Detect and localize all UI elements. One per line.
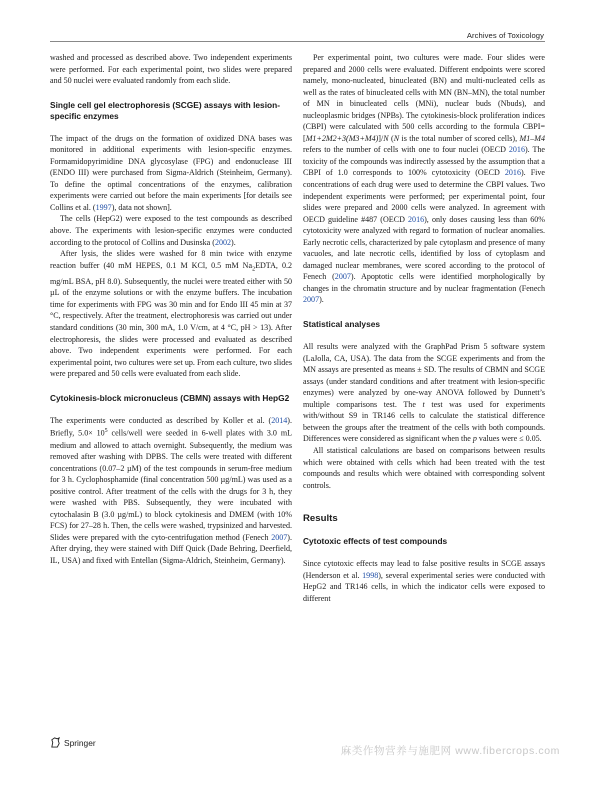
right-column — [303, 52, 545, 604]
section-heading-statistics: Statistical analyses — [303, 319, 380, 330]
paragraph: The cells (HepG2) were exposed to the test compounds as described above. The experiments with lesion-specific enzymes were conducted according to the protocol of Collins and Dusinska (2002). — [50, 214, 292, 247]
citation-link[interactable]: 1997 — [95, 202, 112, 212]
citation-link[interactable]: 2016 — [408, 214, 425, 224]
watermark: 麻类作物营养与施肥网 www.fibercrops.com — [340, 745, 560, 757]
section-heading-cbmn: Cytokinesis-block micronucleus (CBMN) assays with HepG2 — [50, 392, 290, 403]
paragraph: After lysis, the slides were washed for 8 min twice with enzyme reaction buffer (40 mM HEPES, 0.1 M KCl, 0.5 mM $Na_2EDTA$, 0.2 mg/mL BSA, pH 8.0). Subsequently, the nuclei were treated either with 50 µL of the enzyme solutions or with the enzyme buffers. The incubation time for experiments with FPG was 30 min and for Endo III 45 min at 37 °C, respectively. After the treatment, electrophoresis was carried out under standard conditions (30 min, 300 mA, 1.0 V/cm, at 4 °C, pH > 13). After electrophoresis, the slides were processed and evaluated as described above. Two independent experiments were performed. For each experimental point, two cultures were set up. From each culture, two slides were prepared and 50 cells were evaluated from each slide. — [50, 249, 292, 379]
citation-link[interactable]: 2016 — [508, 145, 525, 155]
paragraph: All results were analyzed with the GraphPad Prism 5 software system (LaJolla, CA, USA). The data from the SCGE experiments and from the MN assays are presented as means ± SD. The results of CBMN and SCGE assays (under standard conditions and after treatment with lesion-specific enzymes) were analyzed by one-way ANOVA followed by Dunnett’s multiple comparisons test. The t test was used for experiments with/without S9 in TR146 cells to calculate the statistical difference between the groups after the treatment of the cells with both compounds. Differences were considered as significant when the p values were ≤ 0.05. — [303, 342, 545, 444]
citation-link[interactable]: 2002 — [214, 237, 232, 247]
citation-link[interactable]: 2014 — [271, 415, 288, 425]
paragraph: The impact of the drugs on the formation of oxidized DNA bases was monitored in additional experiments with lesion-specific enzymes. Formamidopyrimidine DNA glycosylase (FPG) and endonuclease III (ENDO III) were purchased from Sigma-Aldrich (Steinheim, Germany). To define the optimal concentrations of the enzymes, calibration experiments were carried out before the main experiments [for details see Collins et al. (1997), data not shown]. — [50, 133, 292, 212]
section-heading-results: Results — [303, 513, 338, 525]
header-rule — [50, 41, 545, 42]
section-heading-scge: Single cell gel electrophoresis (SCGE) assays with lesion-specific enzymes — [50, 99, 280, 121]
springer-horse-icon — [50, 737, 61, 748]
citation-link[interactable]: 1998 — [362, 570, 379, 580]
paragraph: Per experimental point, two cultures were made. Four slides were prepared and 2000 cells were evaluated. Different endpoints were scored namely, mono-nucleated, binucleated (BN) and multi-nucleated cells as well as the rates of binucleated cells with MN (BN–MN), the total number of MN in binucleated cells (MNi), nuclear buds (Nbuds), and nucleoplasmic bridges (NPBs). The cytokinesis-block proliferation indices (CBPI) were calculated with 500 cells according to the formula CBPI= [M1+2M2+3(M3+M4)]/N (N is the total number of scored cells), M1–M4 refers to the number of cells with one to four nuclei (OECD 2016). The toxicity of the compounds was indirectly assessed by the assumption that a CBPI of 1.0 corresponds to 100% cytotoxicity (OECD 2016). Five concentrations of each drug were used to determine the CBPI values. Two independent experiments were performed; per experimental point, four slides were prepared and 2000 cells were analyzed. In agreement with OECD guideline #487 (OECD 2016), only doses causing less than 60% cytotoxicity were analyzed with regard to formation of nuclear anomalies. Early necrotic cells, characterized by pale cytoplasm and presence of many vacuoles, and late necrotic cells, identified by loss of cytoplasm and damaged nuclear membranes, were scored according to the protocol of Fenech (2007). Apoptotic cells were identified morphologically by changes in the chromatin structure and by nuclear fragmentation (Fenech 2007). — [303, 53, 546, 305]
citation-link[interactable]: 2007 — [271, 532, 288, 542]
paragraph: washed and processed as described above. Two independent experiments were performed. For each experimental point, two slides were prepared and 50 nuclei were evaluated randomly from each slide. — [50, 53, 292, 86]
publisher-name: Springer — [64, 737, 96, 748]
paragraph: Since cytotoxic effects may lead to false positive results in SCGE assays (Henderson et al. 1998), several experimental series were conducted with HepG2 and TR146 cells, in which the indicator cells were exposed to different — [303, 559, 545, 603]
publisher-footer — [50, 737, 96, 748]
citation-link[interactable]: 2007 — [334, 272, 351, 282]
paragraph: The experiments were conducted as described by Koller et al. (2014). Briefly, $5.0\times 10^5$ cells/well were seeded in 6-well plates with 3.0 mL medium and allowed to attach overnight. Subsequently, the medium was removed after washing with DPBS. The cells were treated with different concentrations (0.07–2 µM) of the test compounds in serum-free medium for 3 h. Cyclophosphamide (final concentration 500 µg/mL) was used as a positive control. After treatment of the cells with the drugs for 3 h, they were washed with PBS. Subsequently, they were incubated with cytochalasin B (3.0 µg/mL) to block cytokinesis and DMEM (with 10% FCS) for 27–28 h. Then, the cells were washed, trypsinized and harvested. Slides were prepared with the cyto-centrifugation method (Fenech 2007). After drying, they were stained with Diff Quick (Dade Behring, Deerfield, IL, USA) and fixed with Entellan (Sigma-Aldrich, Steinheim, Germany). — [50, 415, 292, 565]
citation-link[interactable]: 2007 — [303, 295, 320, 305]
citation-link[interactable]: 2016 — [504, 168, 521, 178]
journal-name: Archives of Toxicology — [466, 31, 544, 40]
subsection-heading-cytotoxic: Cytotoxic effects of test compounds — [303, 536, 448, 547]
paragraph: All statistical calculations are based on comparisons between results which were obtained with cells which had been treated with the test compounds and results which were obtained with corresponding solvent controls. — [303, 445, 545, 490]
left-column — [50, 52, 292, 567]
